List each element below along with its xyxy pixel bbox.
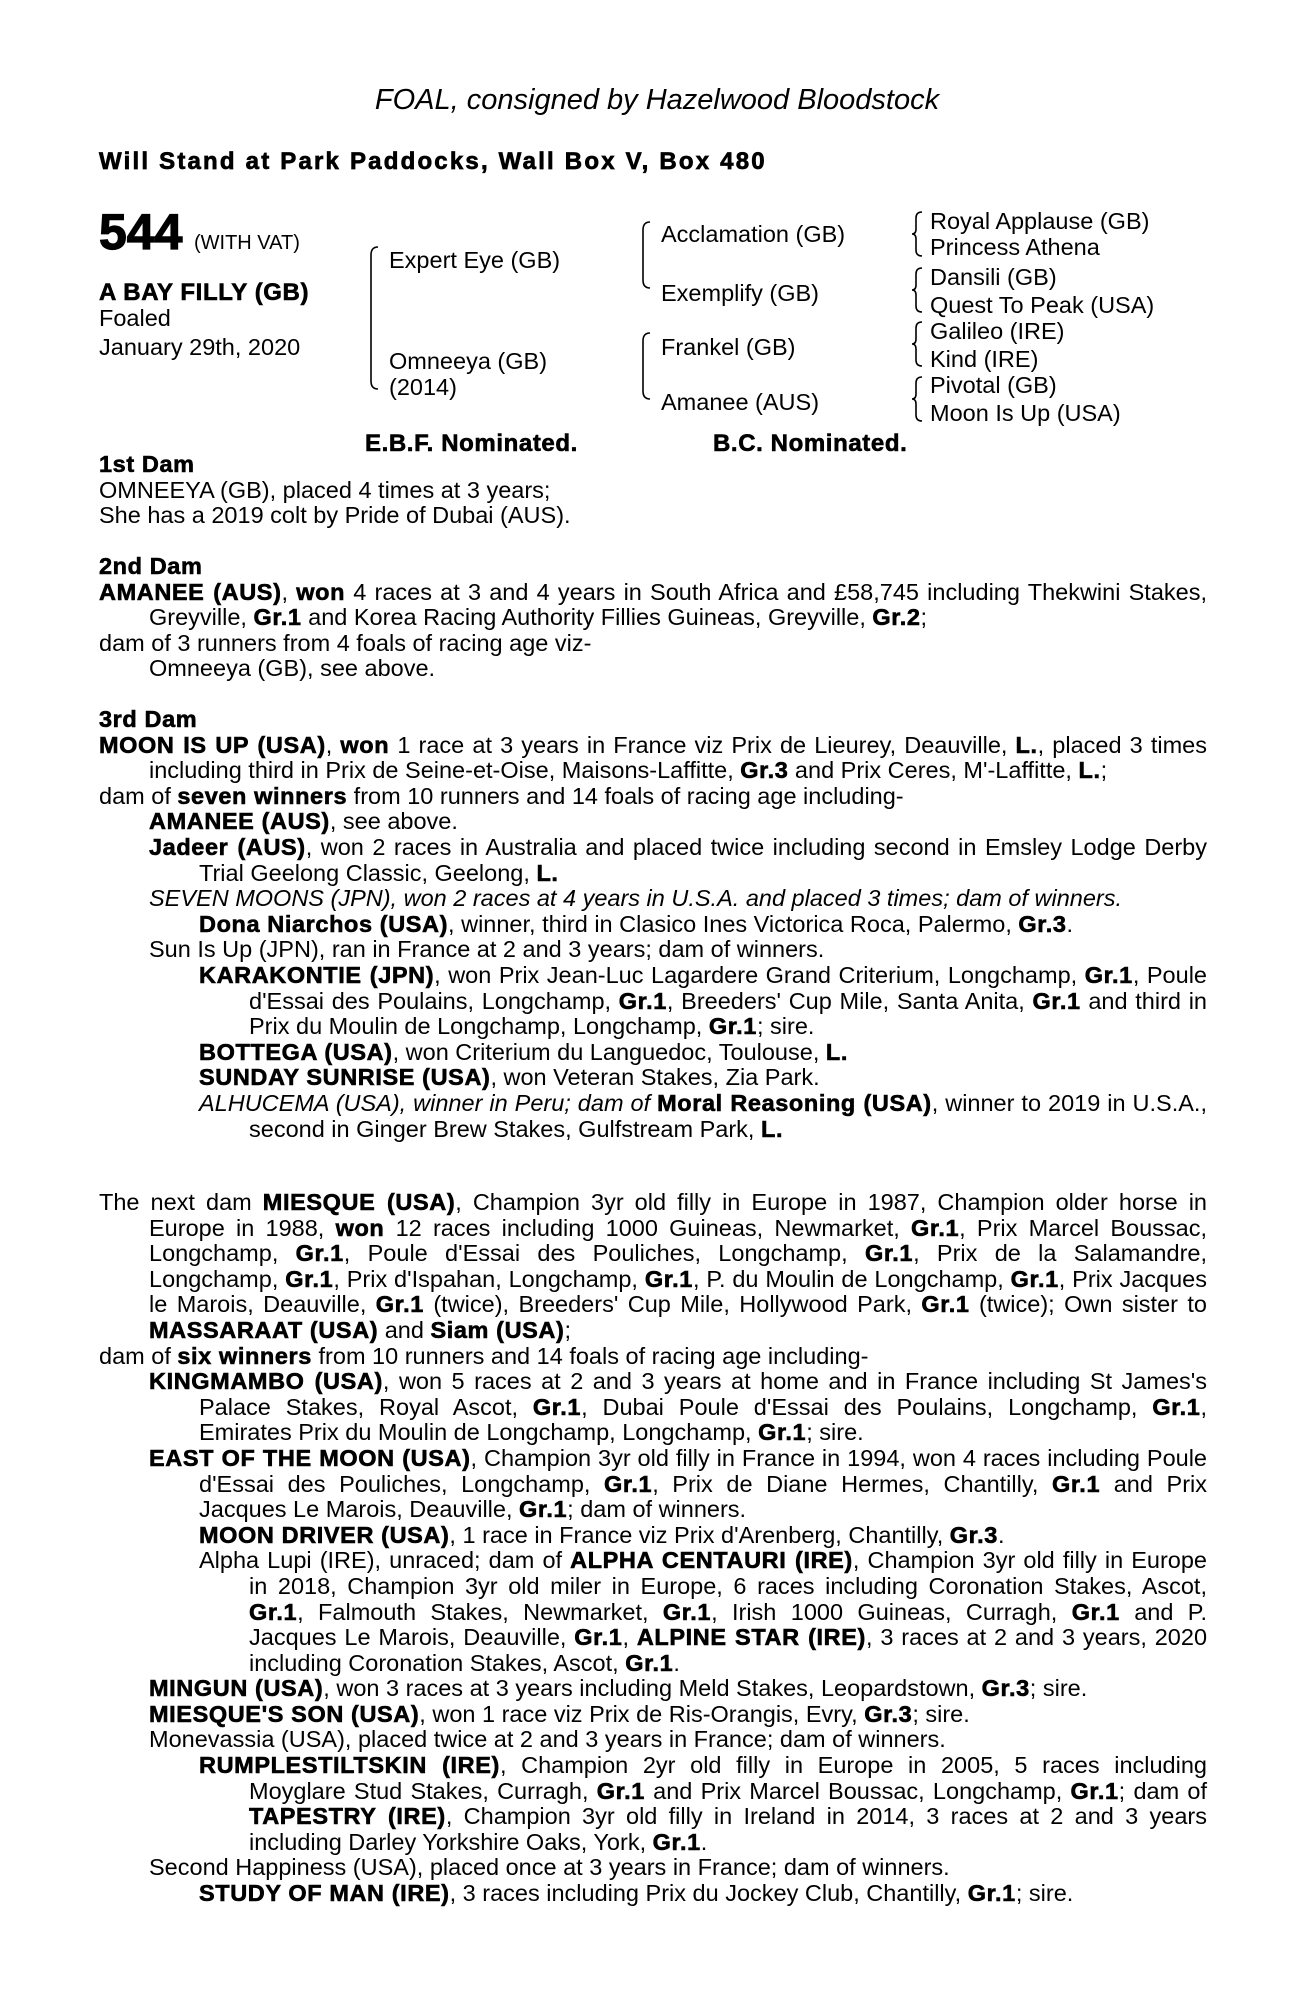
horse-name: MIESQUE (USA) xyxy=(262,1189,456,1215)
horse-name: TAPESTRY (IRE) xyxy=(249,1803,446,1830)
text: , won 5 races at 2 and 3 years at home and in France including St James's Palace Stakes, Royal Ascot, xyxy=(199,1368,1207,1420)
won-label: won xyxy=(340,731,390,758)
text: ; xyxy=(1100,757,1108,784)
text: , won Criterium du Languedoc, Toulouse, xyxy=(392,1038,826,1065)
text: . xyxy=(1066,910,1074,937)
grade: Gr.1 xyxy=(625,1649,674,1676)
winners-count: seven winners xyxy=(177,782,348,809)
grade: Gr.1 xyxy=(604,1470,653,1497)
text: (twice), Breeders' Cup Mile, Hollywood Park, xyxy=(423,1291,922,1318)
text: (twice); Own sister to xyxy=(969,1291,1208,1318)
next-dam-section xyxy=(99,1190,1207,1907)
grade: L. xyxy=(761,1115,784,1142)
horse-name: Moral Reasoning (USA) xyxy=(657,1089,932,1116)
grade: Gr.1 xyxy=(574,1624,623,1651)
horse-name: AMANEE (AUS) xyxy=(149,808,330,835)
offspring-4: Sun Is Up (JPN), ran in France at 2 and 3 years; dam of winners. xyxy=(149,936,825,963)
text: , Emirates Prix du Moulin de Longchamp, Longchamp, xyxy=(199,1393,1207,1446)
text: ; sire. xyxy=(912,1700,970,1727)
grade: Gr.3 xyxy=(949,1521,998,1548)
grade: Gr.1 xyxy=(758,1419,807,1446)
bracket-dd xyxy=(912,377,922,421)
text: ; sire. xyxy=(806,1419,864,1446)
text: . xyxy=(997,1521,1005,1548)
text: and xyxy=(378,1316,431,1343)
grade: Gr.1 xyxy=(708,1013,757,1040)
horse-name: KARAKONTIE (JPN) xyxy=(199,961,435,988)
text: , Poule d'Essai des Poulains, Longchamp, xyxy=(249,961,1207,1014)
grade: Gr.1 xyxy=(375,1291,424,1318)
grade: Gr.1 xyxy=(618,987,667,1014)
text: , placed 3 times including third in Prix de Seine-et-Oise, Maisons-Laffitte, xyxy=(149,731,1208,784)
text: , Falmouth Stakes, Newmarket, xyxy=(297,1598,663,1625)
dam-dam: Amanee (AUS) xyxy=(661,389,820,415)
text: ; sire. xyxy=(1015,1880,1074,1907)
ddd: Moon Is Up (USA) xyxy=(930,400,1121,426)
text: Alpha Lupi (IRE), unraced; dam of xyxy=(199,1547,571,1574)
text: from 10 runners and 14 foals of racing age including- xyxy=(311,1342,869,1369)
foaled-label: Foaled xyxy=(99,305,171,331)
third-dam-name: MOON IS UP (USA) xyxy=(99,731,326,758)
offspring-second-happiness: Second Happiness (USA), placed once at 3 years in France; dam of winners. xyxy=(149,1854,950,1881)
text: ; sire. xyxy=(756,1013,815,1040)
horse-name: MASSARAAT (USA) xyxy=(149,1316,379,1343)
text: , Champion 2yr old filly in Europe in 2005, 5 races including Moyglare Stud Stakes, Curragh, xyxy=(249,1752,1207,1804)
offspring-mingun xyxy=(149,1676,1207,1702)
offspring-4a xyxy=(199,963,1207,1040)
text: , 3 races including Prix du Jockey Club, Chantilly, xyxy=(449,1880,968,1907)
text: , Prix de Diane Hermes, Chantilly, xyxy=(652,1470,1052,1497)
text: from 10 runners and 14 foals of racing age including- xyxy=(347,782,904,809)
second-dam-name: AMANEE (AUS) xyxy=(99,578,282,605)
won-label: won xyxy=(335,1214,385,1241)
text: dam of xyxy=(99,782,178,809)
text: ; dam of winners. xyxy=(567,1496,747,1523)
grade: Gr.1 xyxy=(911,1214,960,1241)
text: , 3 races at 2 and 3 years, 2020 including Coronation Stakes, Ascot, xyxy=(249,1624,1208,1676)
grade: Gr.1 xyxy=(864,1240,914,1267)
first-dam-line2: She has a 2019 colt by Pride of Dubai (AUS). xyxy=(99,502,571,529)
horse-name: BOTTEGA (USA) xyxy=(199,1038,393,1065)
third-dam-heading: 3rd Dam xyxy=(99,706,198,732)
text: and Prix Marcel Boussac, Longchamp, xyxy=(644,1777,1071,1804)
won-label: won xyxy=(296,578,346,605)
horse-name: Jadeer (AUS) xyxy=(149,833,306,860)
text: and Prix Ceres, M'-Laffitte, xyxy=(788,757,1079,784)
text: The next dam xyxy=(99,1189,263,1215)
offspring-moon-driver xyxy=(199,1523,1207,1549)
grade: Gr.1 xyxy=(1051,1470,1101,1497)
text: , won Prix Jean-Luc Lagardere Grand Criterium, Longchamp, xyxy=(434,961,1085,988)
grade: Gr.3 xyxy=(1018,910,1067,937)
text: , won 1 race viz Prix de Ris-Orangis, Evry, xyxy=(419,1700,865,1727)
grade: L. xyxy=(1015,731,1038,758)
text: , won Veteran Stakes, Zia Park. xyxy=(490,1064,820,1091)
offspring-4d xyxy=(199,1091,1207,1142)
second-dam-dam-of: dam of 3 runners from 4 foals of racing age viz- xyxy=(99,629,592,656)
text: , xyxy=(622,1624,637,1651)
text: , winner, third in Clasico Ines Victorica Roca, Palermo, xyxy=(448,910,1019,937)
horse-name: MINGUN (USA) xyxy=(149,1675,324,1702)
lot-title: A BAY FILLY (GB) xyxy=(99,279,310,306)
ssd: Princess Athena xyxy=(930,234,1100,260)
bracket-ds xyxy=(912,322,922,366)
offspring-miesques-son xyxy=(149,1702,1207,1728)
grade: Gr.1 xyxy=(652,1828,701,1855)
offspring-2 xyxy=(149,835,1207,886)
dam-sire: Frankel (GB) xyxy=(661,334,796,360)
text: , winner to 2019 in U.S.A., second in Ginger Brew Stakes, Gulfstream Park, xyxy=(249,1089,1207,1142)
bracket-gen1 xyxy=(371,247,378,389)
consignment-line: FOAL, consigned by Hazelwood Bloodstock xyxy=(374,84,940,116)
sdd: Quest To Peak (USA) xyxy=(930,292,1155,318)
bracket-sire xyxy=(643,222,650,288)
text: , Breeders' Cup Mile, Santa Anita, xyxy=(666,987,1033,1014)
grade: Gr.1 xyxy=(1070,1777,1119,1804)
grade: Gr.2 xyxy=(872,604,921,631)
grade: Gr.1 xyxy=(249,1598,298,1625)
grade: Gr.1 xyxy=(295,1240,344,1267)
text: , see above. xyxy=(329,808,458,835)
next-dam-dam-of xyxy=(99,1344,1207,1370)
first-dam-section xyxy=(99,452,1207,529)
text: , Prix d'Ispahan, Longchamp, xyxy=(333,1265,645,1292)
second-dam-offspring: Omneeya (GB), see above. xyxy=(149,655,436,682)
text: ; sire. xyxy=(1029,1675,1088,1702)
text: and Korea Racing Authority Fillies Guineas, Greyville, xyxy=(301,604,873,631)
offspring-east-of-the-moon xyxy=(149,1446,1207,1523)
sire-sire: Acclamation (GB) xyxy=(661,221,846,247)
offspring-3: SEVEN MOONS (JPN), won 2 races at 4 years in U.S.A. and placed 3 times; dam of winners. xyxy=(149,885,1123,912)
third-dam-dam-of xyxy=(99,784,1207,810)
text: 1 race at 3 years in France viz Prix de Lieurey, Deauville, xyxy=(389,731,1016,758)
offspring-4b xyxy=(199,1040,1207,1066)
third-dam-section xyxy=(99,707,1207,1142)
text: , won 3 races at 3 years including Meld Stakes, Leopardstown, xyxy=(323,1675,982,1702)
bracket-sd xyxy=(912,268,922,312)
first-dam-line1: OMNEEYA (GB), placed 4 times at 3 years; xyxy=(99,476,551,503)
text: 12 races including 1000 Guineas, Newmarket, xyxy=(384,1214,912,1241)
grade: L. xyxy=(825,1038,848,1065)
ebf-nominated: E.B.F. Nominated. xyxy=(365,430,578,457)
bracket-dam xyxy=(643,333,650,399)
second-dam-heading: 2nd Dam xyxy=(99,553,203,579)
offspring-rumplestiltskin xyxy=(199,1753,1207,1855)
sss: Royal Applause (GB) xyxy=(930,208,1150,234)
foaled-date: January 29th, 2020 xyxy=(99,334,301,360)
grade: Gr.1 xyxy=(644,1265,693,1292)
second-dam-section xyxy=(99,554,1207,682)
horse-name: KINGMAMBO (USA) xyxy=(149,1368,383,1395)
offspring-kingmambo xyxy=(149,1369,1207,1446)
grade: Gr.1 xyxy=(921,1291,970,1318)
lot-number: 544 xyxy=(99,204,183,260)
bracket-ss xyxy=(912,212,922,256)
offspring-alpha-lupi xyxy=(199,1548,1207,1676)
offspring-monevassia: Monevassia (USA), placed twice at 2 and 3 years in France; dam of winners. xyxy=(149,1726,946,1753)
text: ; xyxy=(564,1316,571,1343)
text: , Champion 3yr old filly in France in 1994, won 4 races including Poule d'Essai des Pouliches, Longchamp, xyxy=(199,1444,1207,1497)
offspring-study-of-man xyxy=(199,1881,1207,1907)
text: ALHUCEMA (USA), winner in Peru; dam of xyxy=(199,1089,658,1116)
grade: Gr.1 xyxy=(967,1880,1016,1907)
text: dam of xyxy=(99,1342,178,1369)
text: , Poule d'Essai des Pouliches, Longchamp, xyxy=(343,1240,865,1267)
horse-name: EAST OF THE MOON (USA) xyxy=(149,1444,471,1471)
offspring-1 xyxy=(149,809,1207,835)
grade: Gr.1 xyxy=(1032,987,1081,1014)
text: , Irish 1000 Guineas, Curragh, xyxy=(711,1598,1072,1625)
horse-name: ALPHA CENTAURI (IRE) xyxy=(570,1547,853,1574)
dsd: Kind (IRE) xyxy=(930,346,1039,372)
stand-location: Will Stand at Park Paddocks, Wall Box V, Box 480 xyxy=(99,148,767,175)
grade: Gr.1 xyxy=(662,1598,712,1625)
third-dam-record: MOON IS UP (USA), won 1 race at 3 years in France viz Prix de Lieurey, Deauville, L., placed 3 times including third in Prix de Seine-et-Oise, Maisons-Laffitte, Gr.3 and Prix Ceres, M'-Laffitte, L.; xyxy=(99,731,1208,784)
horse-name: Dona Niarchos (USA) xyxy=(199,910,449,937)
horse-name: STUDY OF MAN (IRE) xyxy=(199,1880,450,1907)
grade: Gr.1 xyxy=(1071,1598,1120,1625)
grade: Gr.1 xyxy=(1084,961,1133,988)
grade: Gr.1 xyxy=(596,1777,645,1804)
text: and Prix Jacques Le Marois, Deauville, xyxy=(199,1470,1207,1523)
sire-dam: Exemplify (GB) xyxy=(661,280,819,306)
text: . xyxy=(673,1649,680,1676)
grade: Gr.1 xyxy=(532,1393,582,1420)
text: , won 2 races in Australia and placed twice including second in Emsley Lodge Derby Trial Geelong Classic, Geelong, xyxy=(199,833,1207,886)
text: and P. Jacques Le Marois, Deauville, xyxy=(249,1598,1207,1651)
sds: Dansili (GB) xyxy=(930,264,1057,290)
grade: Gr.1 xyxy=(1010,1265,1059,1292)
dam: Omneeya (GB) xyxy=(389,348,548,374)
first-dam-heading: 1st Dam xyxy=(99,451,195,477)
grade: Gr.1 xyxy=(253,604,302,631)
grade: Gr.1 xyxy=(285,1265,334,1292)
text: , Dubai Poule d'Essai des Poulains, Longchamp, xyxy=(581,1393,1153,1420)
dam-year: (2014) xyxy=(389,374,457,400)
horse-name: MIESQUE'S SON (USA) xyxy=(149,1700,420,1727)
grade: L. xyxy=(536,859,559,886)
text: , Champion 3yr old filly in Europe in 2018, Champion 3yr old miler in Europe, 6 races including Coronation Stakes, Ascot, xyxy=(249,1547,1207,1599)
horse-name: MOON DRIVER (USA) xyxy=(199,1521,450,1548)
text: , Prix de la Salamandre, Longchamp, xyxy=(149,1240,1207,1292)
text: ; xyxy=(920,604,928,631)
bc-nominated: B.C. Nominated. xyxy=(713,430,908,457)
dss: Galileo (IRE) xyxy=(930,318,1065,344)
grade: Gr.3 xyxy=(864,1700,913,1727)
horse-name: ALPINE STAR (IRE) xyxy=(636,1624,866,1651)
text: , Prix Jacques le Marois, Deauville, xyxy=(149,1265,1207,1318)
text: , Champion 3yr old filly in Ireland in 2014, 3 races at 2 and 3 years including Darley Yorkshire Oaks, York, xyxy=(249,1803,1207,1855)
text: , 1 race in France viz Prix d'Arenberg, Chantilly, xyxy=(449,1521,950,1548)
horse-name: SUNDAY SUNRISE (USA) xyxy=(199,1064,491,1091)
vat-note: (WITH VAT) xyxy=(194,232,300,254)
winners-count: six winners xyxy=(177,1342,312,1369)
grade: Gr.3 xyxy=(740,757,789,784)
grade: Gr.1 xyxy=(519,1496,568,1523)
text: . xyxy=(700,1828,708,1855)
grade: Gr.1 xyxy=(1152,1393,1201,1420)
offspring-3a xyxy=(199,912,1207,938)
second-dam-record: AMANEE (AUS), won 4 races at 3 and 4 years in South Africa and £58,745 including Thekwini Stakes, Greyville, Gr.1 and Korea Racing Authority Fillies Guineas, Greyville, Gr.2; xyxy=(99,578,1208,631)
text: and third in Prix du Moulin de Longchamp, Longchamp, xyxy=(249,987,1207,1040)
text: , Champion 3yr old filly in Europe in 1987, Champion older horse in Europe in 1988, xyxy=(149,1189,1207,1241)
text: , P. du Moulin de Longchamp, xyxy=(692,1265,1011,1292)
grade: L. xyxy=(1078,757,1101,784)
text: ; dam of xyxy=(1118,1777,1207,1804)
sire: Expert Eye (GB) xyxy=(389,247,561,273)
grade: Gr.3 xyxy=(981,1675,1030,1702)
dds: Pivotal (GB) xyxy=(930,372,1057,398)
horse-name: RUMPLESTILTSKIN (IRE) xyxy=(199,1752,500,1779)
next-dam-record xyxy=(99,1190,1207,1344)
offspring-4c xyxy=(199,1065,1207,1091)
text: , Prix Marcel Boussac, Longchamp, xyxy=(149,1214,1208,1267)
horse-name: Siam (USA) xyxy=(430,1316,565,1343)
text: 4 races at 3 and 4 years in South Africa and £58,745 including Thekwini Stakes, Greyville, xyxy=(149,578,1208,631)
